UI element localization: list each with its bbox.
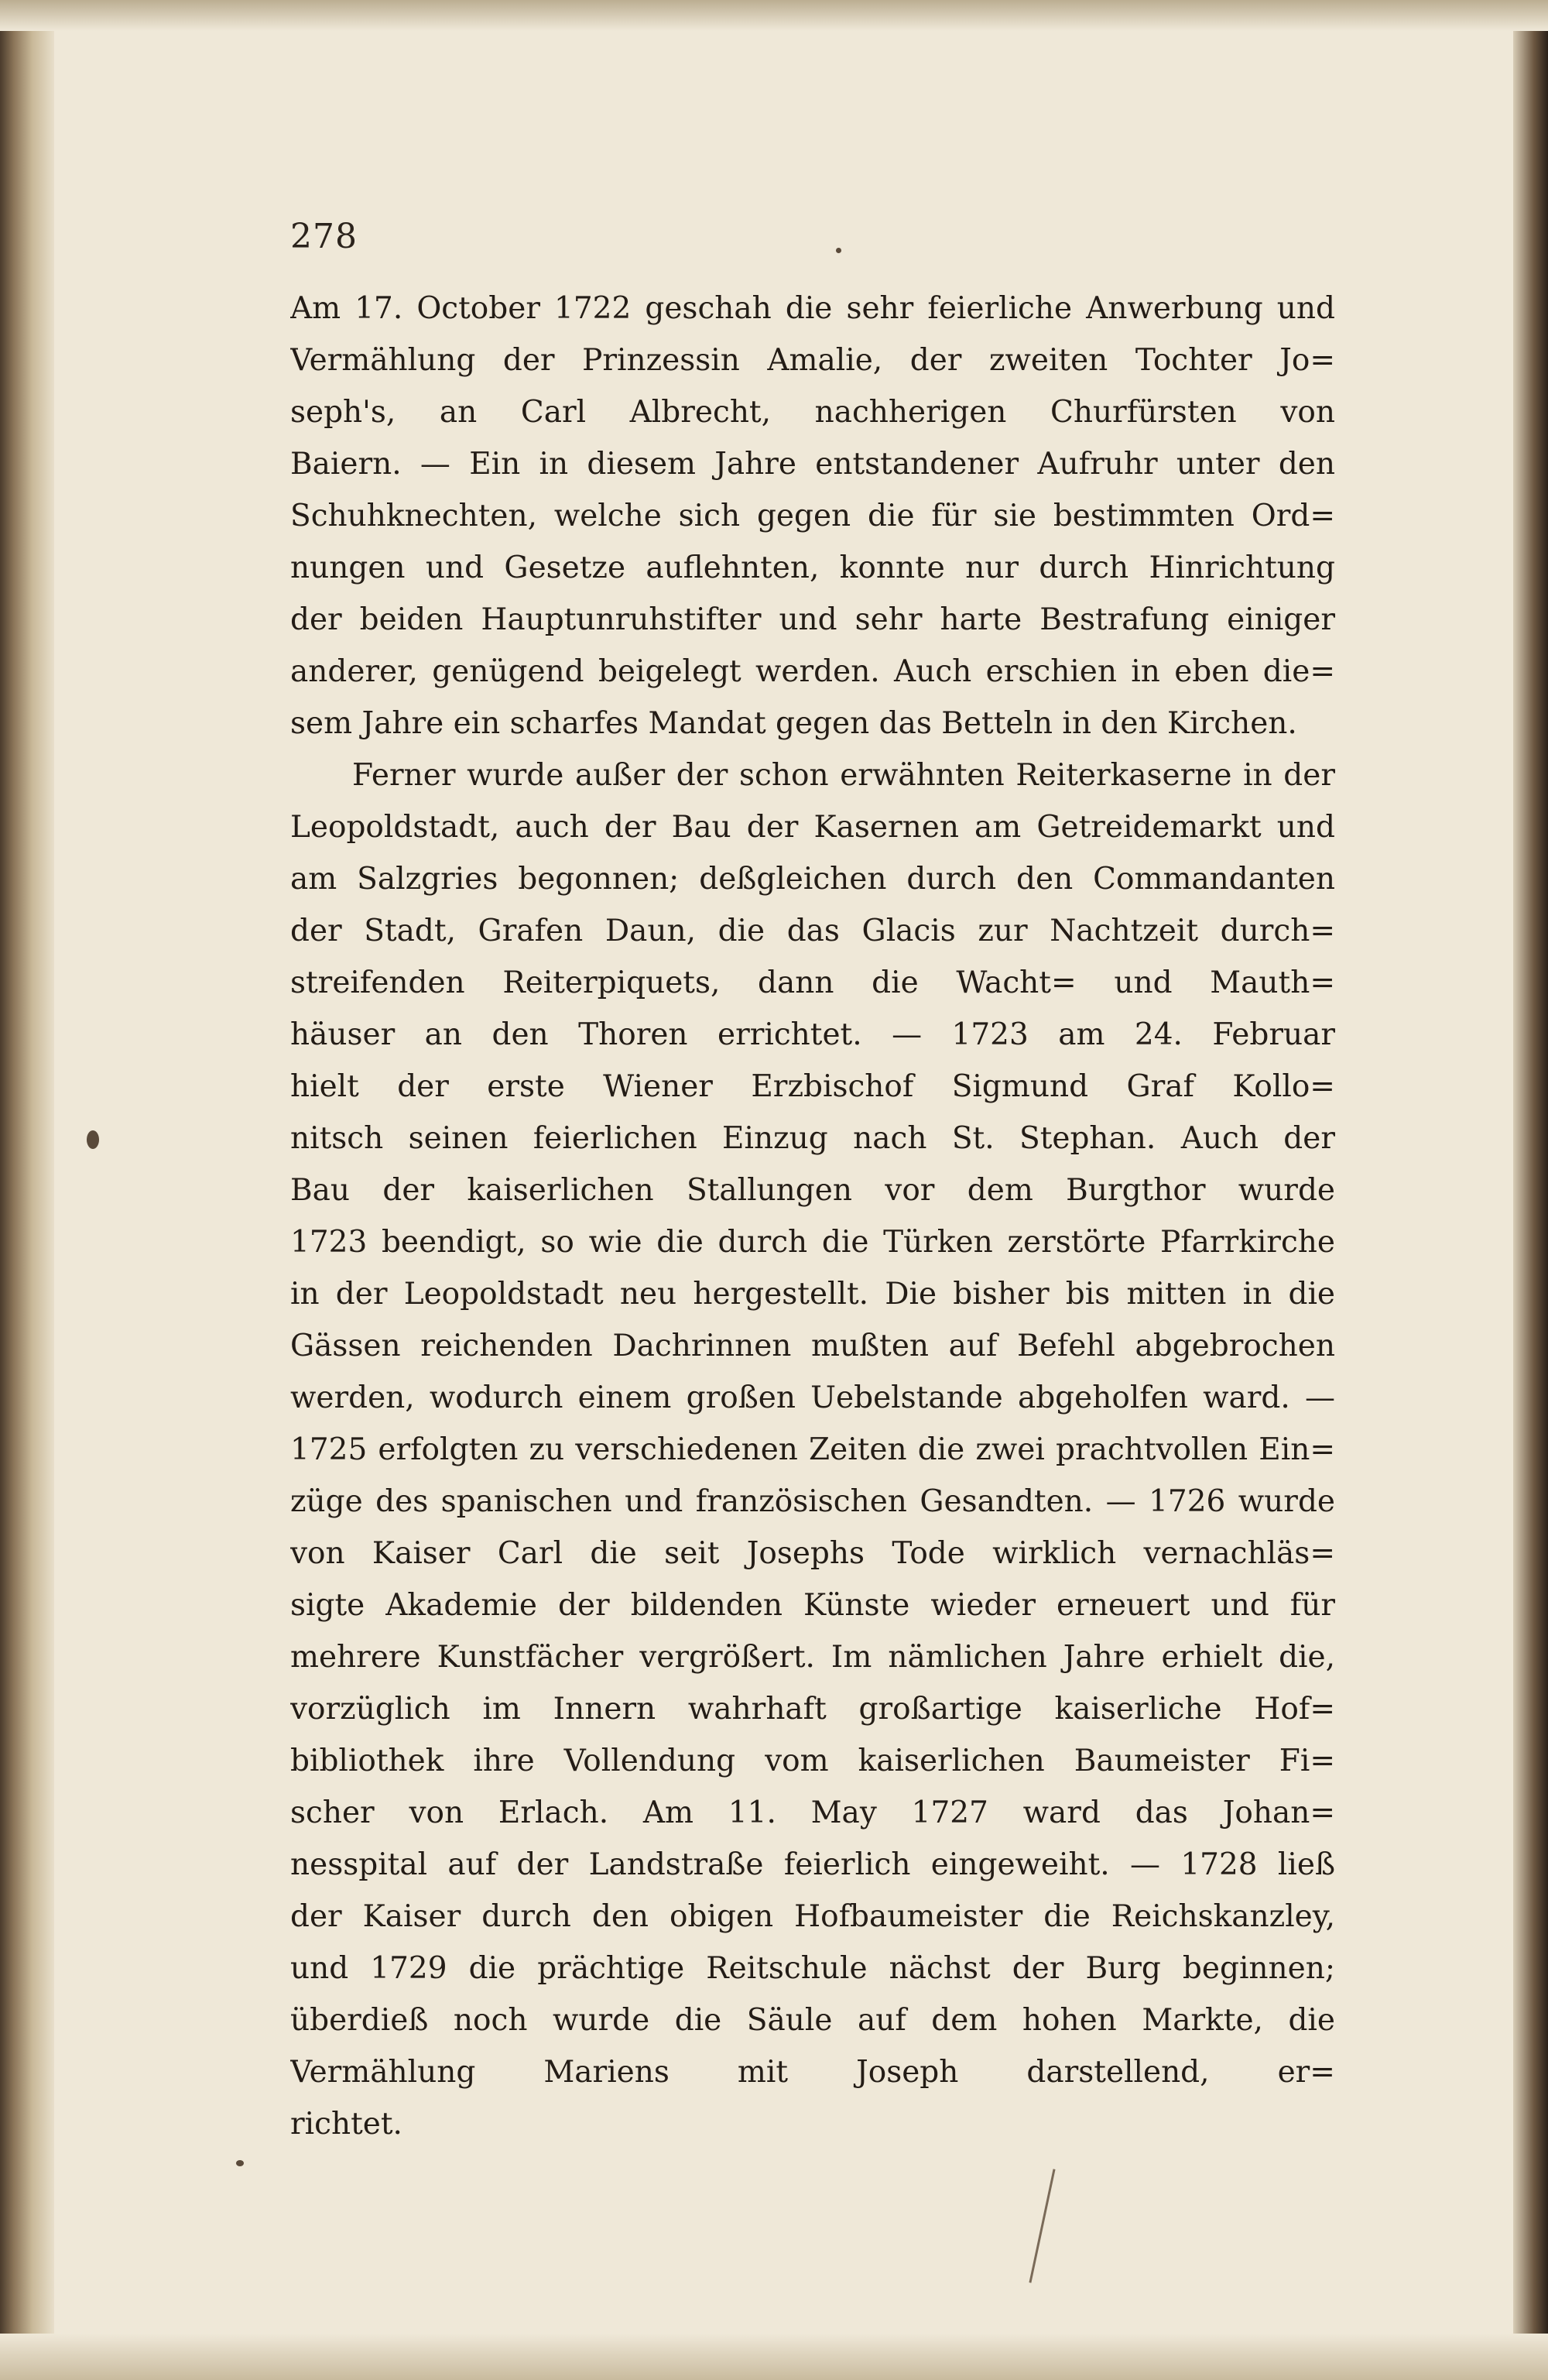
- text-line: Baiern. — Ein in diesem Jahre entstandener Aufruhr unter den: [290, 447, 1335, 482]
- text-line: 1723 beendigt, so wie die durch die Türken zerstörte Pfarrkirche: [290, 1225, 1335, 1260]
- text-line: seph's, an Carl Albrecht, nachherigen Churfürsten von: [290, 395, 1335, 430]
- page-top-edge: [0, 0, 1548, 31]
- text-line: Schuhknechten, welche sich gegen die für sie bestimmten Ord=: [290, 499, 1335, 533]
- text-line: vorzüglich im Innern wahrhaft großartige kaiserliche Hof=: [290, 1692, 1335, 1727]
- text-line: mehrere Kunstfächer vergrößert. Im nämlichen Jahre erhielt die,: [290, 1640, 1335, 1675]
- text-line: der Stadt, Grafen Daun, die das Glacis zur Nachtzeit durch=: [290, 914, 1335, 948]
- text-line: nitsch seinen feierlichen Einzug nach St. Stephan. Auch der: [290, 1121, 1335, 1156]
- text-line: sigte Akademie der bildenden Künste wieder erneuert und für: [290, 1588, 1335, 1623]
- text-line: der beiden Hauptunruhstifter und sehr harte Bestrafung einiger: [290, 602, 1335, 637]
- text-line: der Kaiser durch den obigen Hofbaumeister die Reichskanzley,: [290, 1899, 1335, 1934]
- text-line: und 1729 die prächtige Reitschule nächst der Burg beginnen;: [290, 1951, 1335, 1986]
- text-line: in der Leopoldstadt neu hergestellt. Die bisher bis mitten in die: [290, 1277, 1335, 1312]
- text-line: Am 17. October 1722 geschah die sehr feierliche Anwerbung und: [290, 291, 1335, 326]
- text-line: Leopoldstadt, auch der Bau der Kasernen am Getreidemarkt und: [290, 810, 1335, 845]
- page-edge-shadow: [1513, 0, 1548, 2380]
- text-line: anderer, genügend beigelegt werden. Auch erschien in eben die=: [290, 654, 1335, 689]
- ink-speck: [236, 2160, 244, 2166]
- text-line: streifenden Reiterpiquets, dann die Wacht= und Mauth=: [290, 965, 1335, 1000]
- text-line: scher von Erlach. Am 11. May 1727 ward das Johan=: [290, 1795, 1335, 1830]
- text-line: sem Jahre ein scharfes Mandat gegen das Betteln in den Kirchen.: [290, 706, 1297, 741]
- page-gutter-shadow: [0, 0, 54, 2380]
- text-line: 1725 erfolgten zu verschiedenen Zeiten die zwei prachtvollen Ein=: [290, 1432, 1335, 1467]
- text-line: am Salzgries begonnen; deßgleichen durch den Commandanten: [290, 862, 1335, 897]
- ink-speck: [87, 1130, 99, 1149]
- page-bottom-edge: [0, 2334, 1548, 2380]
- page-number: 278: [290, 217, 358, 256]
- text-line: Gässen reichenden Dachrinnen mußten auf Befehl abgebrochen: [290, 1329, 1335, 1363]
- text-line: überdieß noch wurde die Säule auf dem hohen Markte, die: [290, 2003, 1335, 2038]
- text-line: häuser an den Thoren errichtet. — 1723 am 24. Februar: [290, 1017, 1335, 1052]
- text-line: bibliothek ihre Vollendung vom kaiserlichen Baumeister Fi=: [290, 1744, 1335, 1778]
- text-line: Bau der kaiserlichen Stallungen vor dem Burgthor wurde: [290, 1173, 1335, 1208]
- text-line: züge des spanischen und französischen Gesandten. — 1726 wurde: [290, 1484, 1335, 1519]
- body-text: [290, 283, 1335, 2150]
- text-line: werden, wodurch einem großen Uebelstande abgeholfen ward. —: [290, 1380, 1335, 1415]
- text-line: nesspital auf der Landstraße feierlich eingeweiht. — 1728 ließ: [290, 1847, 1335, 1882]
- text-line: Vermählung der Prinzessin Amalie, der zweiten Tochter Jo=: [290, 343, 1335, 378]
- text-line: richtet.: [290, 2107, 402, 2142]
- text-line: hielt der erste Wiener Erzbischof Sigmund Graf Kollo=: [290, 1069, 1335, 1104]
- text-line: Ferner wurde außer der schon erwähnten Reiterkaserne in der: [352, 758, 1335, 793]
- text-line: nungen und Gesetze auflehnten, konnte nur durch Hinrichtung: [290, 550, 1335, 585]
- ink-speck: [836, 248, 841, 253]
- text-line: Vermählung Mariens mit Joseph darstellend, er=: [290, 2055, 1335, 2090]
- pencil-mark: [1029, 2169, 1055, 2282]
- text-line: von Kaiser Carl die seit Josephs Tode wirklich vernachläs=: [290, 1536, 1335, 1571]
